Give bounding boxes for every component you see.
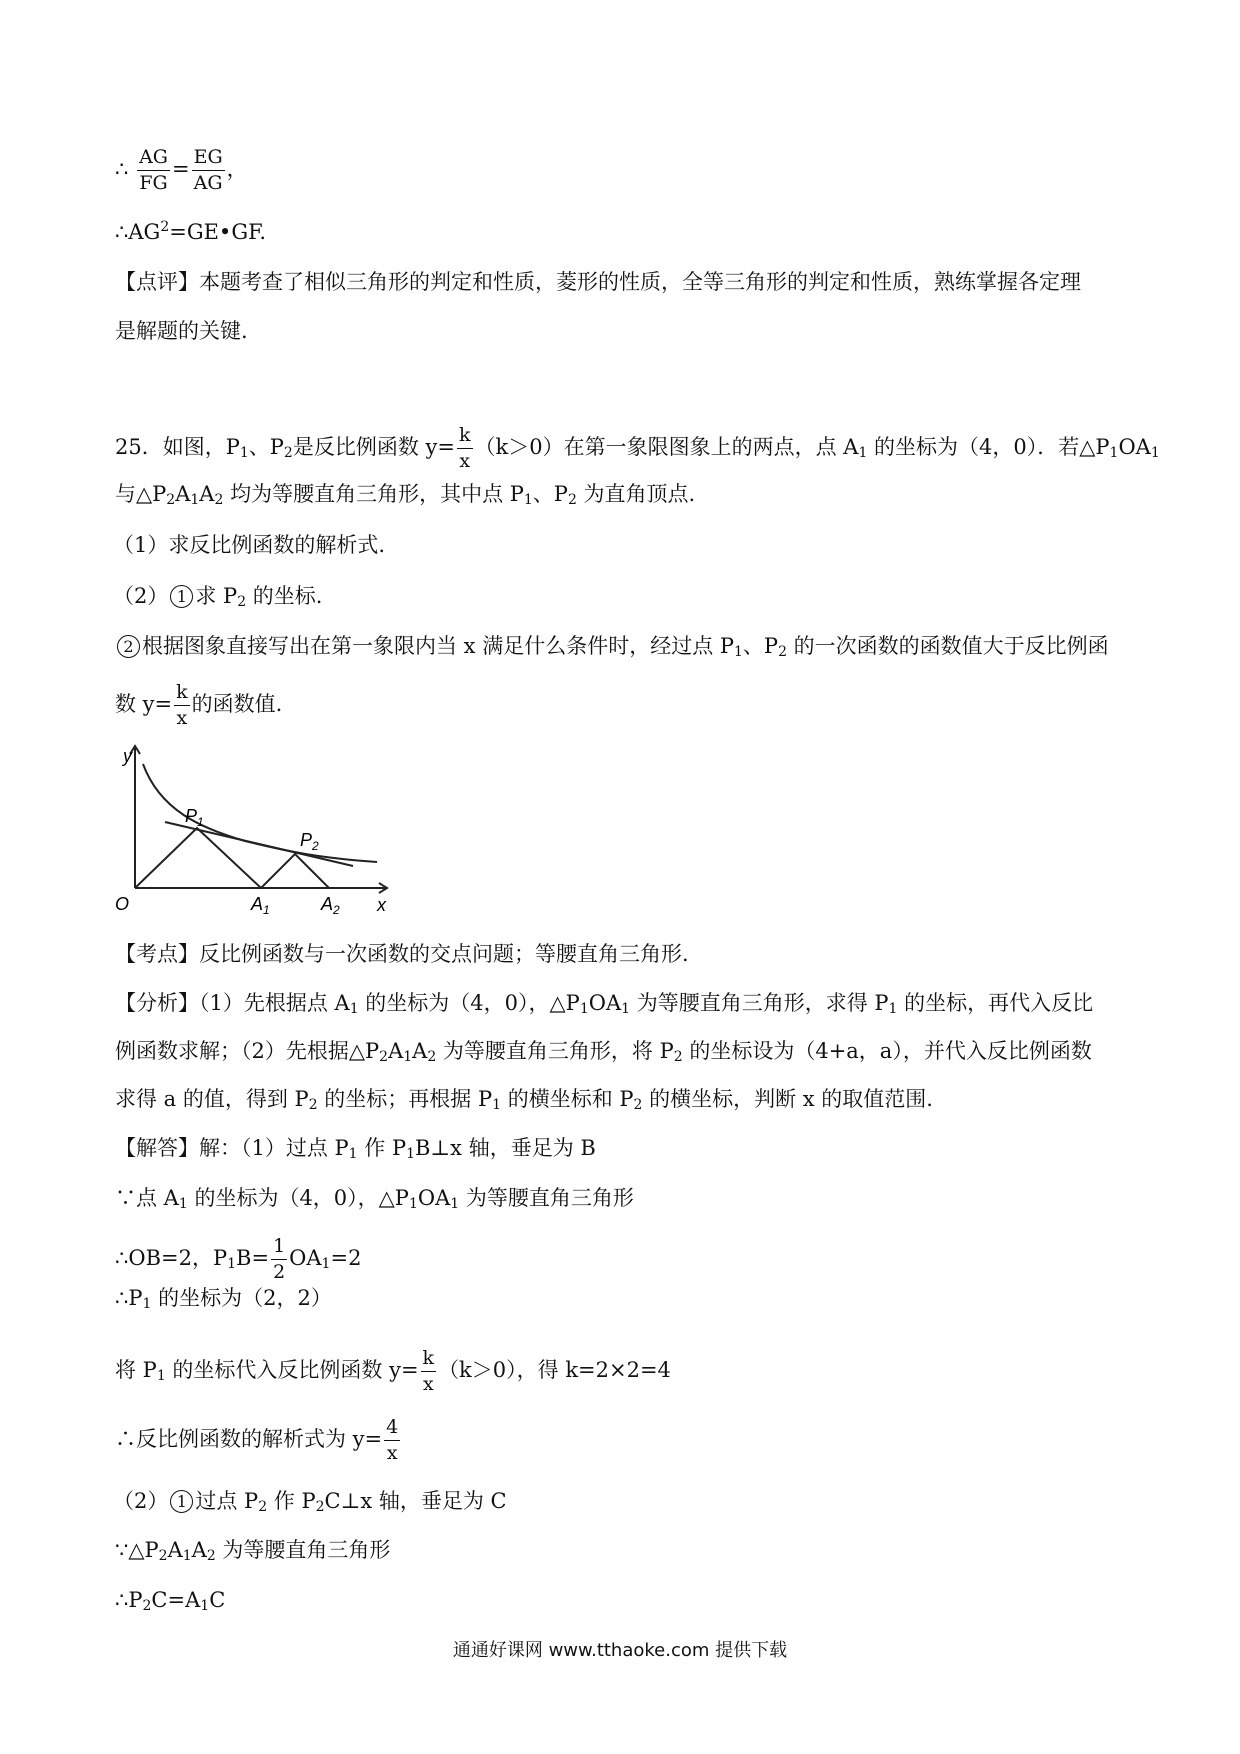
solution-line-1	[115, 1138, 596, 1161]
subscript: 1	[523, 492, 533, 508]
origin-label: O	[115, 894, 130, 914]
circled-number: 1	[170, 585, 193, 608]
text: 的坐标为（4，0），△P	[187, 1186, 409, 1210]
subscript: 1	[142, 1296, 152, 1312]
text: 均为等腰直角三角形，其中点 P	[223, 482, 524, 506]
solution-line-4	[115, 1288, 332, 1311]
text: 的坐标代入反比例函数 y=	[165, 1358, 419, 1382]
subscript: 1	[1150, 445, 1160, 461]
fraction-numerator: EG	[192, 148, 225, 171]
text: =2	[330, 1246, 362, 1270]
subscript: 1	[227, 1256, 237, 1272]
subscript: 2	[633, 1097, 643, 1113]
fraction-denominator: x	[459, 450, 471, 472]
question-25-line-1	[115, 426, 1160, 471]
text: A	[388, 1039, 404, 1063]
text: 的横坐标和 P	[501, 1087, 634, 1111]
text: 过点 P	[195, 1489, 259, 1513]
question-25-part-2-2	[115, 635, 1109, 659]
text: 25．如图，P	[115, 435, 240, 459]
text: 例函数求解；（2）先根据△P	[115, 1039, 380, 1063]
text: A	[191, 1538, 207, 1562]
fraction-numerator: k	[457, 426, 473, 449]
text: 求得 a 的值，得到 P	[115, 1087, 309, 1111]
fraction-numerator: 4	[384, 1418, 400, 1441]
geometry-figure	[115, 738, 395, 916]
p1-label: $P_1$	[185, 806, 204, 829]
p2-label: $P_2$	[300, 830, 319, 853]
circled-number: 2	[117, 635, 140, 658]
question-25-part-2-1	[113, 585, 322, 609]
subscript: 2	[315, 1499, 325, 1515]
circled-number: 1	[170, 1490, 193, 1513]
subscript: 1	[406, 1146, 415, 1162]
comma: ，	[226, 157, 248, 181]
kaodian-line: 【考点】反比例函数与一次函数的交点问题；等腰直角三角形.	[115, 942, 689, 966]
fraction-k-over-x	[174, 683, 190, 728]
subscript: 2	[567, 492, 577, 508]
text: 【解答】解：（1）过点 P	[115, 1136, 349, 1160]
subscript: 2	[379, 1049, 389, 1065]
subscript: 2	[158, 1548, 168, 1564]
text: 求 P	[195, 584, 238, 608]
equals-sign: =	[171, 157, 190, 181]
text: C	[209, 1588, 226, 1612]
question-25-part-1: （1）求反比例函数的解析式.	[113, 533, 386, 557]
fraction-denominator: x	[176, 707, 188, 729]
text: ∵△P	[115, 1538, 159, 1562]
fraction-denominator: 2	[273, 1261, 286, 1283]
therefore-symbol: ∴	[115, 157, 129, 181]
subscript: 1	[579, 1001, 589, 1017]
text: A	[199, 482, 215, 506]
text: 的坐标；再根据 P	[317, 1087, 493, 1111]
comment-line-1: 【点评】本题考查了相似三角形的判定和性质，菱形的性质，全等三角形的判定和性质，熟练掌握各定理	[115, 270, 1081, 294]
subscript: 2	[283, 445, 293, 461]
text: 、P	[742, 634, 779, 658]
subscript: 1	[190, 492, 200, 508]
fraction-4-over-x	[384, 1418, 400, 1463]
solution-line-5	[115, 1349, 671, 1394]
subscript: 2	[258, 1499, 268, 1515]
solution-line-9	[115, 1590, 225, 1613]
text: 【分析】（1）先根据点 A	[115, 991, 350, 1015]
text: 为等腰直角三角形，将 P	[436, 1039, 674, 1063]
comment-line-2: 是解题的关键.	[115, 319, 248, 343]
analysis-line-3	[115, 1089, 933, 1112]
fraction-ag-fg	[137, 148, 170, 193]
text: （k＞0），得 k=2×2=4	[438, 1358, 671, 1382]
text: C⊥x 轴，垂足为 C	[324, 1489, 507, 1513]
y-axis-label: y	[123, 746, 132, 766]
text: OA	[417, 1186, 451, 1210]
question-25-part-2-2-cont	[115, 683, 282, 728]
subscript: 1	[888, 1001, 898, 1017]
subscript: 2	[427, 1049, 437, 1065]
subscript: 1	[239, 445, 249, 461]
subscript: 1	[200, 1598, 210, 1614]
a2-label: $A_2$	[321, 894, 340, 916]
subscript: 1	[858, 445, 868, 461]
text: 的坐标为（4，0），△P	[358, 991, 580, 1015]
subscript: 1	[348, 1146, 358, 1162]
subscript: 1	[156, 1368, 166, 1384]
x-axis-label: x	[377, 895, 386, 915]
subscript: 2	[206, 1548, 216, 1564]
text: ∴反比例函数的解析式为 y=	[115, 1427, 383, 1451]
text: 将 P	[115, 1358, 157, 1382]
subscript: 1	[349, 1001, 359, 1017]
subscript: 2	[308, 1097, 318, 1113]
text: C=A	[151, 1588, 201, 1612]
text: 的一次函数的函数值大于反比例函	[786, 634, 1109, 658]
subscript: 1	[492, 1097, 502, 1113]
text: A	[167, 1538, 183, 1562]
text: =GE•GF.	[169, 220, 267, 244]
text: ∴OB=2，P	[115, 1246, 228, 1270]
text: 的坐标，再代入反比	[897, 991, 1094, 1015]
text: OA	[289, 1246, 322, 1270]
text: 为等腰直角三角形	[459, 1186, 634, 1210]
text: 根据图象直接写出在第一象限内当 x 满足什么条件时，经过点 P	[142, 634, 734, 658]
fraction-numerator: AG	[137, 148, 170, 171]
text: 的横坐标，判断 x 的取值范围.	[642, 1087, 933, 1111]
text: 的坐标为（2，2）	[151, 1286, 332, 1310]
subscript: 1	[321, 1256, 331, 1272]
text: 数 y=	[115, 692, 173, 716]
linear-function-line	[165, 822, 353, 866]
fraction-numerator: k	[174, 683, 190, 706]
solution-line-7	[113, 1490, 507, 1514]
subscript: 1	[621, 1001, 631, 1017]
solution-line-3	[115, 1237, 361, 1282]
fraction-denominator: FG	[139, 172, 168, 194]
subscript: 1	[178, 1196, 188, 1212]
text: ∴P	[115, 1286, 143, 1310]
text: （2）	[113, 584, 169, 608]
subscript: 2	[778, 644, 787, 660]
text: 与△P	[115, 482, 167, 506]
fraction-numerator: 1	[271, 1237, 287, 1260]
subscript: 1	[450, 1196, 460, 1212]
text: ∴P	[115, 1588, 143, 1612]
page-footer: 通通好课网 www.tthaoke.com 提供下载	[452, 1640, 788, 1661]
text: OA	[1118, 435, 1151, 459]
subscript: 2	[237, 594, 247, 610]
text: 作 P	[267, 1489, 316, 1513]
solution-line-2	[115, 1188, 634, 1211]
fraction-k-over-x	[457, 426, 473, 471]
text: 为直角顶点.	[576, 482, 696, 506]
text: （2）	[113, 1489, 169, 1513]
text: B⊥x 轴，垂足为 B	[415, 1136, 596, 1160]
text: （k＞0）在第一象限图象上的两点，点 A	[474, 435, 859, 459]
text: A	[175, 482, 191, 506]
subscript: 1	[734, 644, 743, 660]
analysis-line-2	[115, 1041, 1092, 1064]
fraction-eg-ag	[192, 148, 225, 193]
text: 的函数值.	[191, 692, 283, 716]
text: 为等腰直角三角形，求得 P	[630, 991, 889, 1015]
subscript: 1	[182, 1548, 192, 1564]
fraction-k-over-x	[421, 1349, 437, 1394]
text: 的坐标设为（4+a，a），并代入反比例函数	[682, 1039, 1092, 1063]
subscript: 1	[408, 1196, 418, 1212]
text: 的坐标为（4，0）．若△P	[867, 435, 1110, 459]
solution-line-6	[115, 1418, 402, 1463]
subscript: 2	[673, 1049, 683, 1065]
subscript: 1	[403, 1049, 413, 1065]
fraction-denominator: x	[422, 1373, 434, 1395]
subscript: 2	[166, 492, 176, 508]
subscript: 2	[142, 1598, 152, 1614]
analysis-line-1	[115, 993, 1093, 1016]
solution-line-8	[115, 1540, 390, 1563]
text: 为等腰直角三角形	[215, 1538, 391, 1562]
text: 的坐标.	[246, 584, 323, 608]
ratio-equation	[115, 148, 248, 193]
text: ∵点 A	[115, 1186, 179, 1210]
text: A	[412, 1039, 428, 1063]
text: B=	[236, 1246, 270, 1270]
text: 作 P	[357, 1136, 407, 1160]
text: OA	[588, 991, 622, 1015]
superscript: 2	[160, 219, 170, 235]
text: 、P	[248, 435, 284, 459]
fraction-one-half	[271, 1237, 287, 1282]
a1-label: $A_1$	[251, 894, 270, 916]
product-equation	[115, 220, 266, 243]
fraction-denominator: x	[386, 1442, 398, 1464]
fraction-denominator: AG	[193, 172, 223, 194]
text: 是反比例函数 y=	[292, 435, 455, 459]
subscript: 1	[1109, 445, 1119, 461]
fraction-numerator: k	[421, 1349, 437, 1372]
text: ∴AG	[115, 220, 161, 244]
text: 、P	[532, 482, 568, 506]
subscript: 2	[214, 492, 224, 508]
question-25-line-2	[115, 484, 695, 507]
